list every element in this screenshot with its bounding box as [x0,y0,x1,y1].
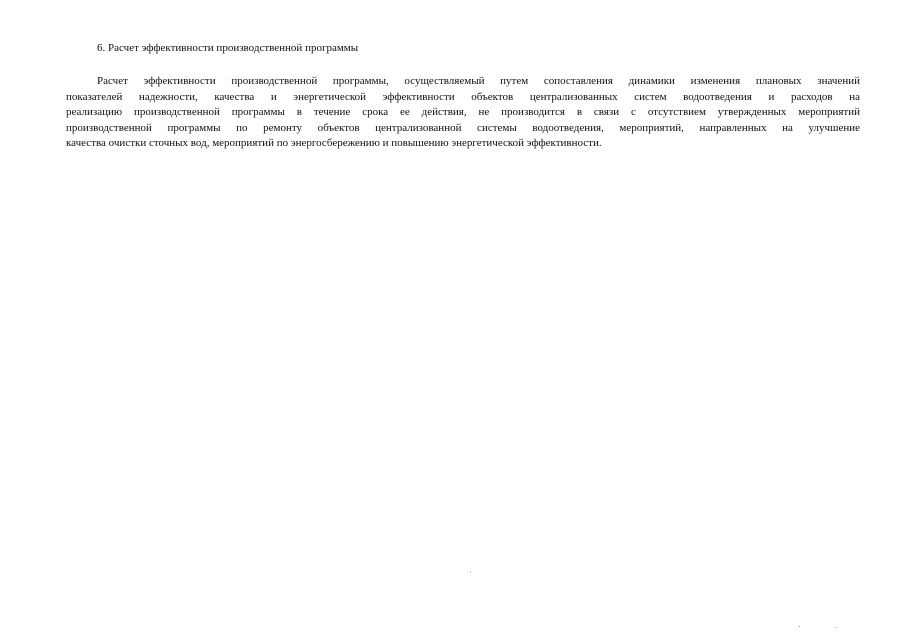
paragraph-line-5: качества очистки сточных вод, мероприятий по энергосбережению и повышению энергетической эффективности. [66,137,602,149]
scan-speck [470,571,471,572]
paragraph-line-3: реализацию производственной программы в течение срока ее действия, не производится в связи с отсутствием утвержденных мероприятий [66,106,860,118]
section-heading: 6. Расчет эффективности производственной программы [97,42,359,54]
body-paragraph [66,74,860,152]
paragraph-line-4: производственной программы по ремонту объектов централизованной системы водоотведения, мероприятий, направленных на улучшение [66,121,860,134]
paragraph-line-2: показателей надежности, качества и энергетической эффективности объектов централизованных систем водоотведения и расходов на [66,90,860,103]
scan-speck [836,627,837,628]
scan-speck [799,626,800,627]
paragraph-line-1: Расчет эффективности производственной программы, осуществляемый путем сопоставления динамики изменения плановых значений [97,75,860,87]
